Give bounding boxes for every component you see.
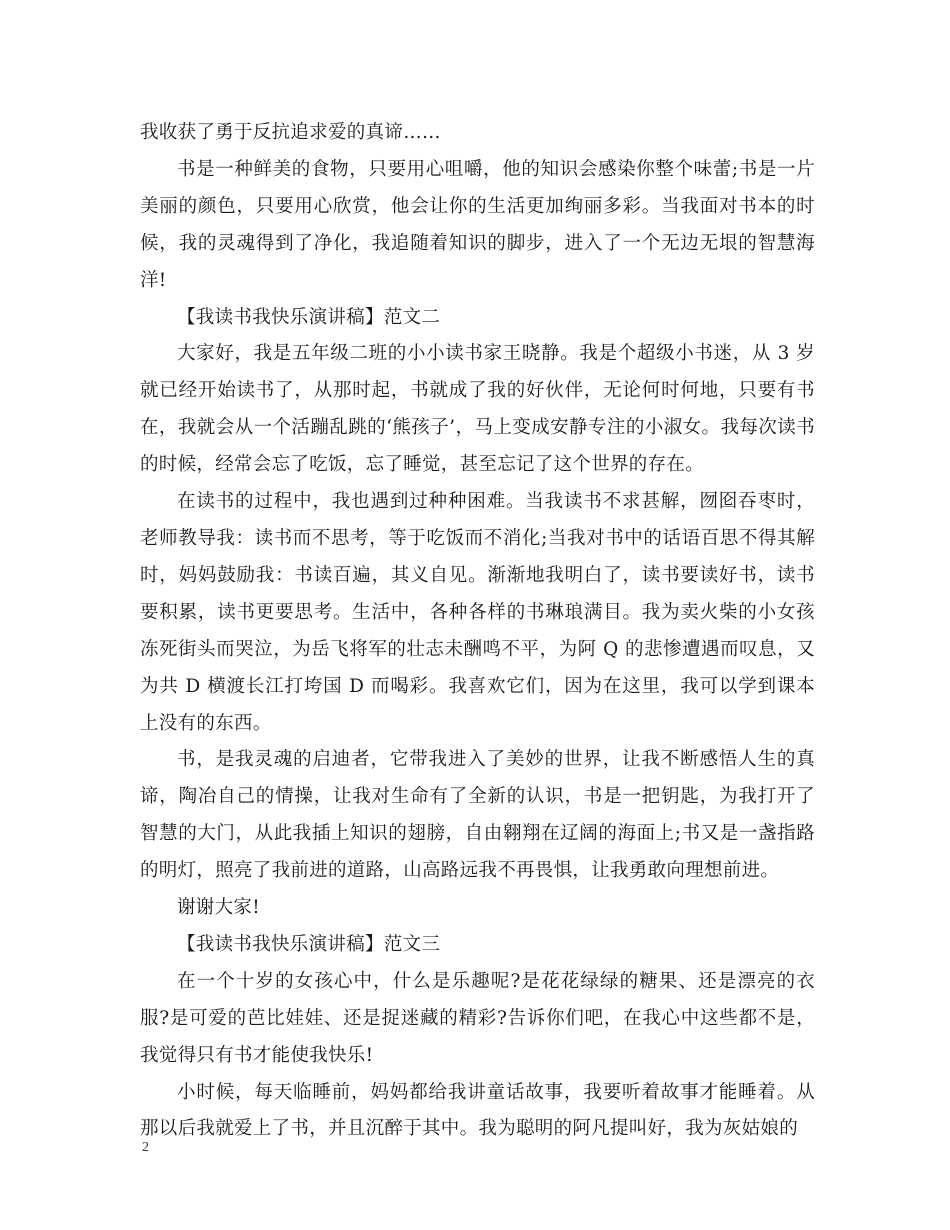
paragraph-6: 谢谢大家! bbox=[177, 897, 260, 919]
page-number: 2 bbox=[142, 1140, 149, 1155]
paragraph-2: 书是一种鲜美的食物，只要用心咀嚼，他的知识会感染你整个味蕾;书是一片美丽的颜色，只要用心欣赏，他会让你的生活更加绚丽多彩。当我面对书本的时候，我的灵魂得到了净化，我追随着知识的脚步，进入了一个无边无垠的智慧海洋! bbox=[140, 158, 815, 291]
paragraph-7: 在一个十岁的女孩心中，什么是乐趣呢?是花花绿绿的糖果、还是漂亮的衣服?是可爱的芭比娃娃、还是捉迷藏的精彩?告诉你们吧，在我心中这些都不是，我觉得只有书才能使我快乐! bbox=[140, 970, 815, 1066]
paragraph-4: 在读书的过程中，我也遇到过种种困难。当我读书不求甚解，囫囵吞枣时，老师教导我：读书而不思考，等于吃饭而不消化;当我对书中的话语百思不得其解时，妈妈鼓励我：书读百遍，其义自见。渐渐地我明白了，读书要读好书，读书要积累，读书更要思考。生活中，各种各样的书琳琅满目。我为卖火柴的小女孩冻死街头而哭泣，为岳飞将军的壮志未酬鸣不平，为阿 Q 的悲惨遭遇而叹息，又为共 D 横渡长江打垮国 D 而喝彩。我喜欢它们，因为在这里，我可以学到课本上没有的东西。 bbox=[140, 491, 815, 734]
document-body bbox=[140, 115, 815, 1148]
paragraph-3: 大家好，我是五年级二班的小小读书家王晓静。我是个超级小书迷，从 3 岁就已经开始读书了，从那时起，书就成了我的好伙伴，无论何时何地，只要有书在，我就会从一个活蹦乱跳的‘熊孩子’，马上变成安静专注的小淑女。我每次读书的时候，经常会忘了吃饭，忘了睡觉，甚至忘记了这个世界的存在。 bbox=[140, 343, 815, 476]
paragraph-1: 我收获了勇于反抗追求爱的真谛…… bbox=[140, 122, 441, 143]
section-heading-3: 【我读书我快乐演讲稿】范文三 bbox=[177, 933, 441, 955]
paragraph-8: 小时候，每天临睡前，妈妈都给我讲童话故事，我要听着故事才能睡着。从那以后我就爱上了书，并且沉醉于其中。我为聪明的阿凡提叫好，我为灰姑娘的 bbox=[140, 1081, 815, 1140]
paragraph-5: 书，是我灵魂的启迪者，它带我进入了美妙的世界，让我不断感悟人生的真谛，陶冶自己的情操，让我对生命有了全新的认识，书是一把钥匙，为我打开了智慧的大门，从此我插上知识的翅膀，自由翱翔在辽阔的海面上;书又是一盏指路的明灯，照亮了我前进的道路，山高路远我不再畏惧，让我勇敢向理想前进。 bbox=[140, 749, 815, 882]
section-heading-2: 【我读书我快乐演讲稿】范文二 bbox=[177, 306, 441, 328]
